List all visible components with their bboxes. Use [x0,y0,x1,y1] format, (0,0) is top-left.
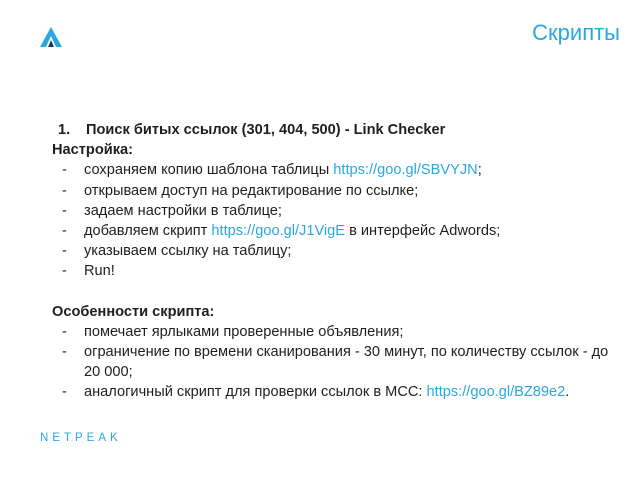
list-item: - помечает ярлыками проверенные объявления; [52,322,612,342]
section2-heading: Особенности скрипта: [52,303,215,320]
list-item: - указываем ссылку на таблицу; [52,241,612,261]
features-list [52,322,612,403]
list-item: - сохраняем копию шаблона таблицы https://goo.gl/SBVYJN; [52,160,612,180]
setup-label: Настройка: [52,142,133,159]
script-link[interactable]: https://goo.gl/J1VigE [211,223,346,240]
section1-heading-text: Поиск битых ссылок (301, 404, 500) - Link Checker [86,122,446,138]
list-item: - задаем настройки в таблице; [52,201,612,221]
template-link[interactable]: https://goo.gl/SBVYJN [333,162,478,179]
mcc-script-link[interactable]: https://goo.gl/BZ89e2 [426,384,566,401]
list-item: - аналогичный скрипт для проверки ссылок в MCC: https://goo.gl/BZ89e2. [52,382,612,402]
list-item: - добавляем скрипт https://goo.gl/J1VigE в интерфейс Adwords; [52,221,612,241]
slide-title: Скрипты [532,20,620,45]
netpeak-footer-logo: NETPEAK [40,432,122,444]
netpeak-logo-icon [40,27,62,47]
list-item: - Run! [52,261,612,281]
slide-content [52,120,612,403]
list-item: - открываем доступ на редактирование по ссылке; [52,181,612,201]
list-item: - ограничение по времени сканирования - 30 минут, по количеству ссылок - до 20 000; [52,342,612,382]
setup-list [52,160,612,281]
section1-number: 1. [58,122,71,138]
section1-heading [52,120,612,140]
